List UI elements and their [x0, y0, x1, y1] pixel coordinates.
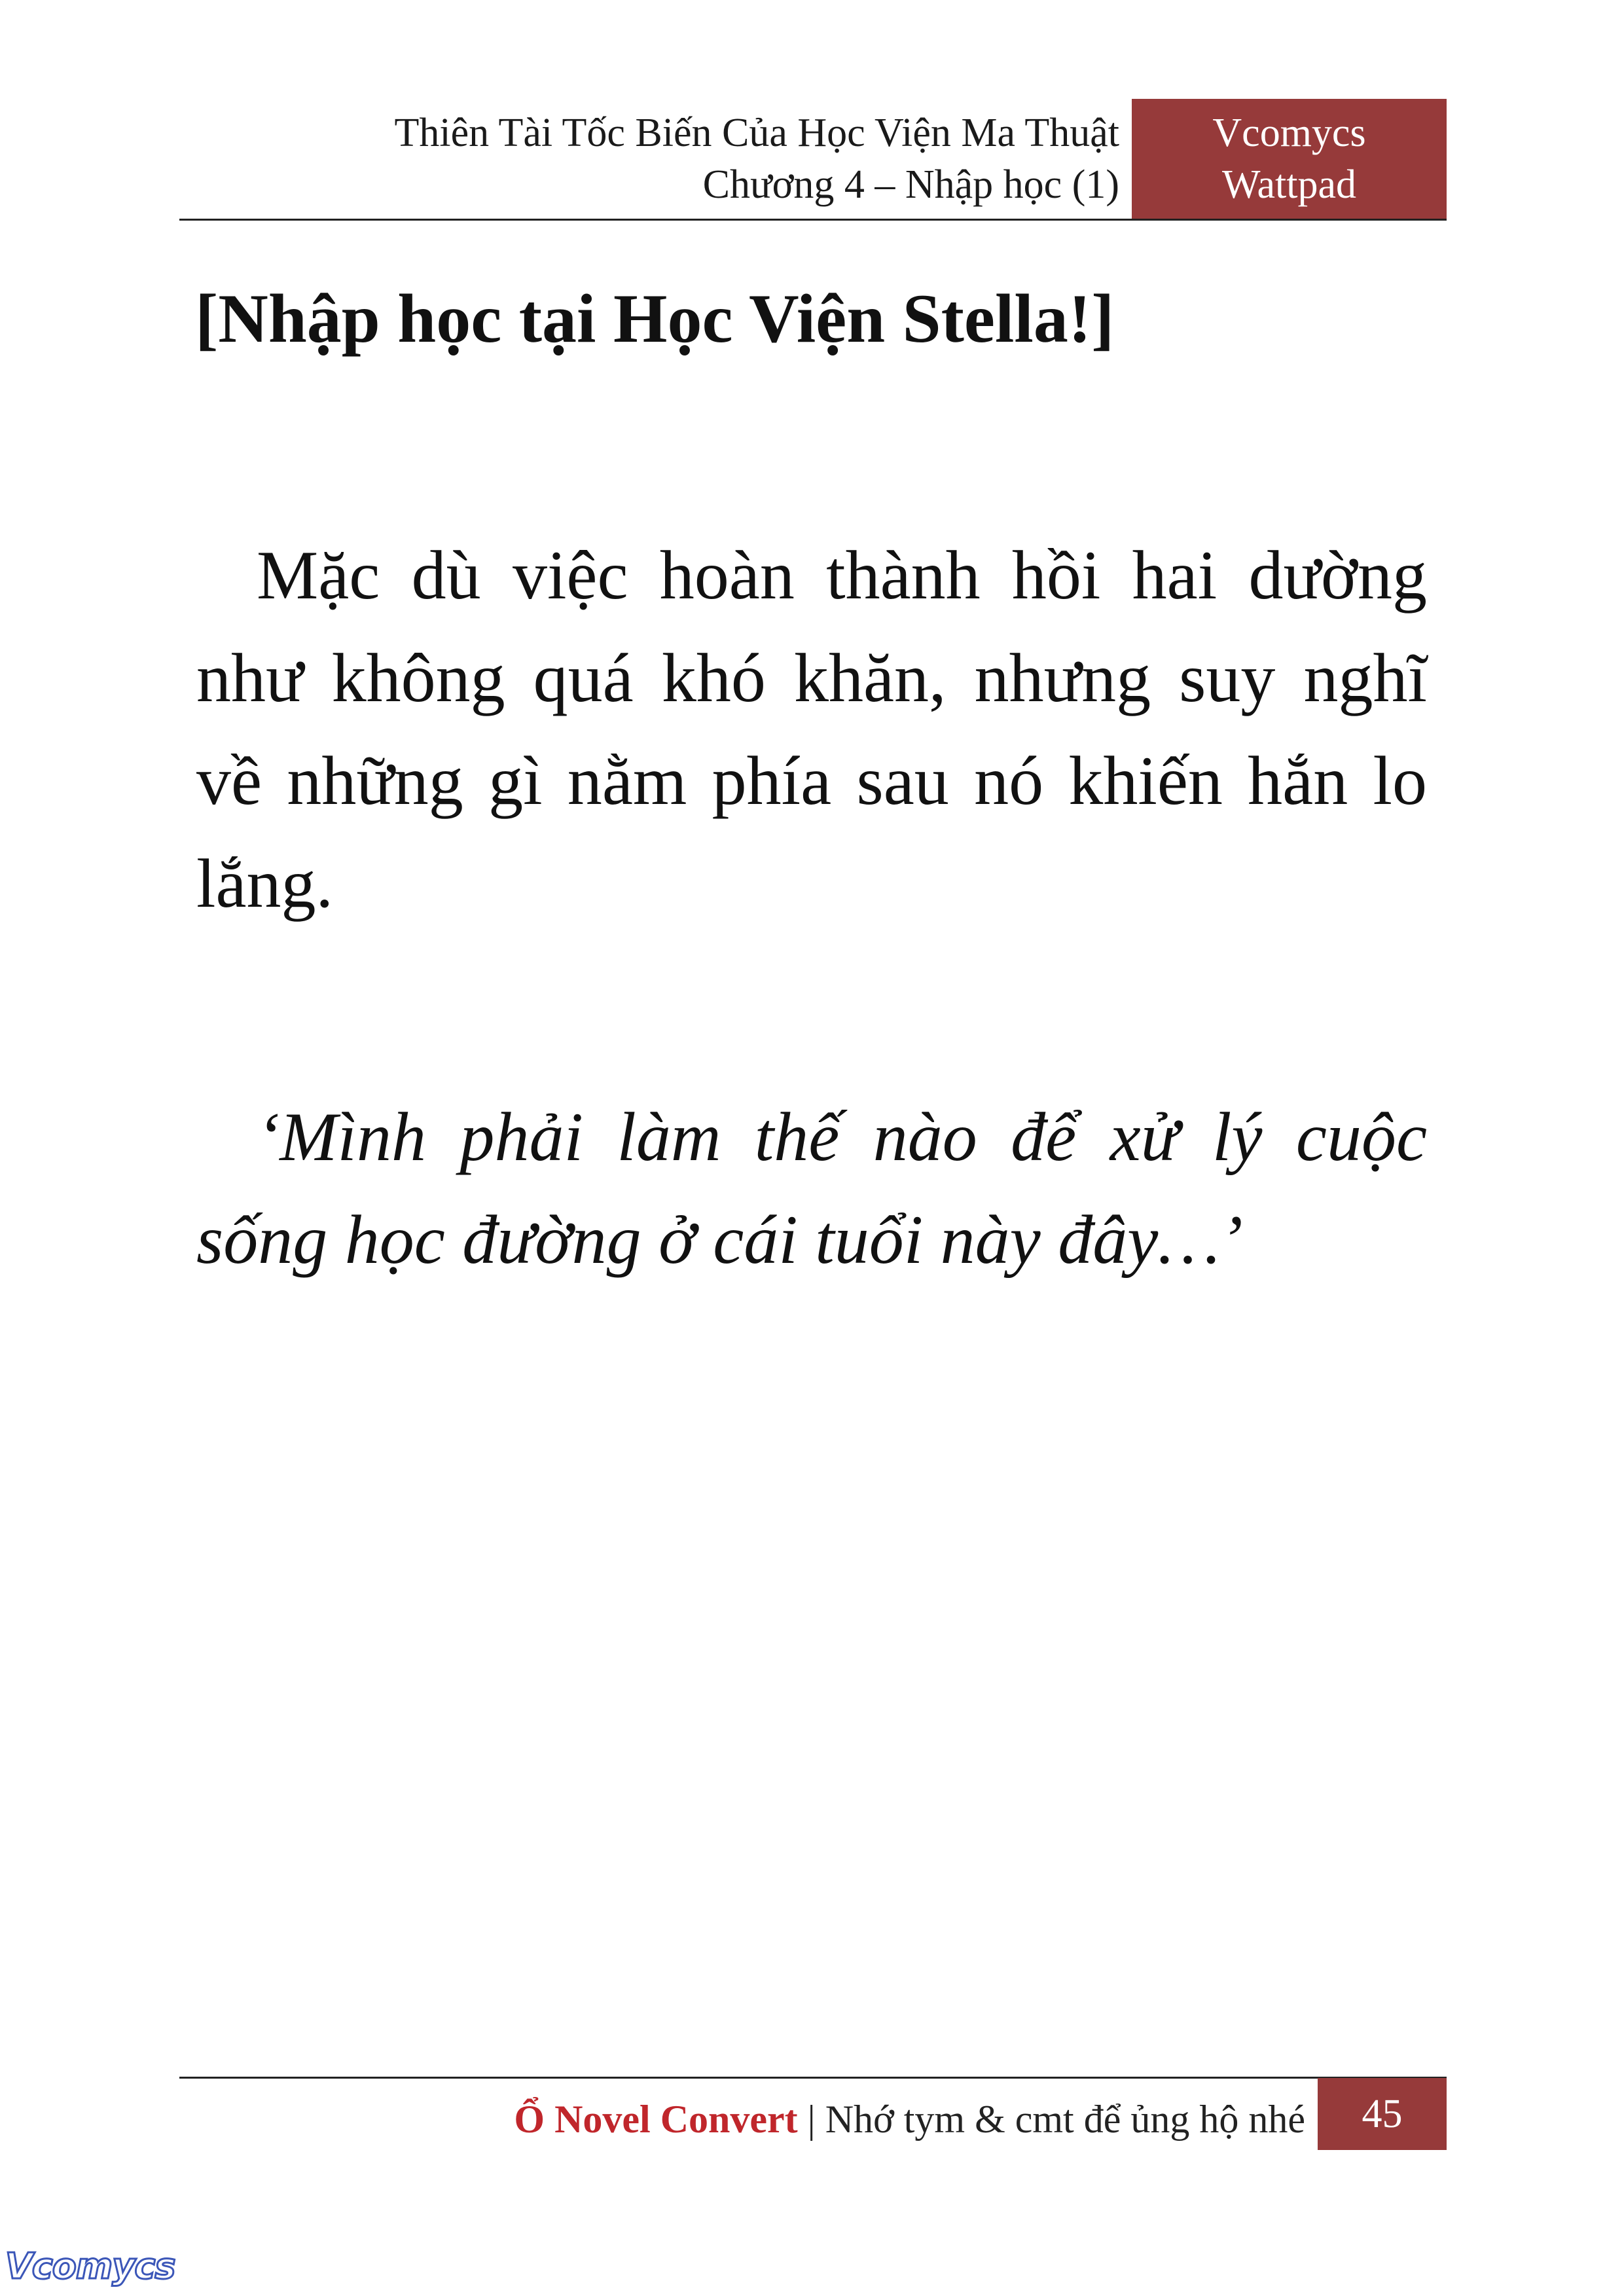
platform-name: Wattpad [1221, 162, 1357, 207]
footer-line [183, 2095, 1305, 2143]
author-name: Vcomycs [1212, 111, 1366, 155]
book-title: Thiên Tài Tốc Biến Của Học Viện Ma Thuật [394, 111, 1119, 155]
page-number: 45 [1318, 2078, 1447, 2150]
header-title-block [183, 107, 1119, 211]
chapter-title: Chương 4 – Nhập học (1) [702, 162, 1119, 207]
inner-thought-paragraph: ‘Mình phải làm thế nào để xử lý cuộc sống học đường ở cái tuổi này đây…’ [196, 1099, 1427, 1278]
watermark-logo: Vcomycs [5, 2246, 175, 2287]
footer-separator: | [807, 2098, 816, 2141]
footer-note: Nhớ tym & cmt để ủng hộ nhé [825, 2098, 1305, 2141]
section-title: [Nhập học tại Học Viện Stella!] [195, 280, 1115, 357]
footer-brand: Ổ Novel Convert [514, 2098, 798, 2141]
footer-divider [179, 2077, 1447, 2079]
header-divider [179, 219, 1447, 221]
narration-paragraph: Mặc dù việc hoàn thành hồi hai dường như không quá khó khăn, nhưng suy nghĩ về những gì nằm phía sau nó khiến hắn lo lắng. [196, 537, 1427, 922]
author-badge [1132, 99, 1447, 219]
